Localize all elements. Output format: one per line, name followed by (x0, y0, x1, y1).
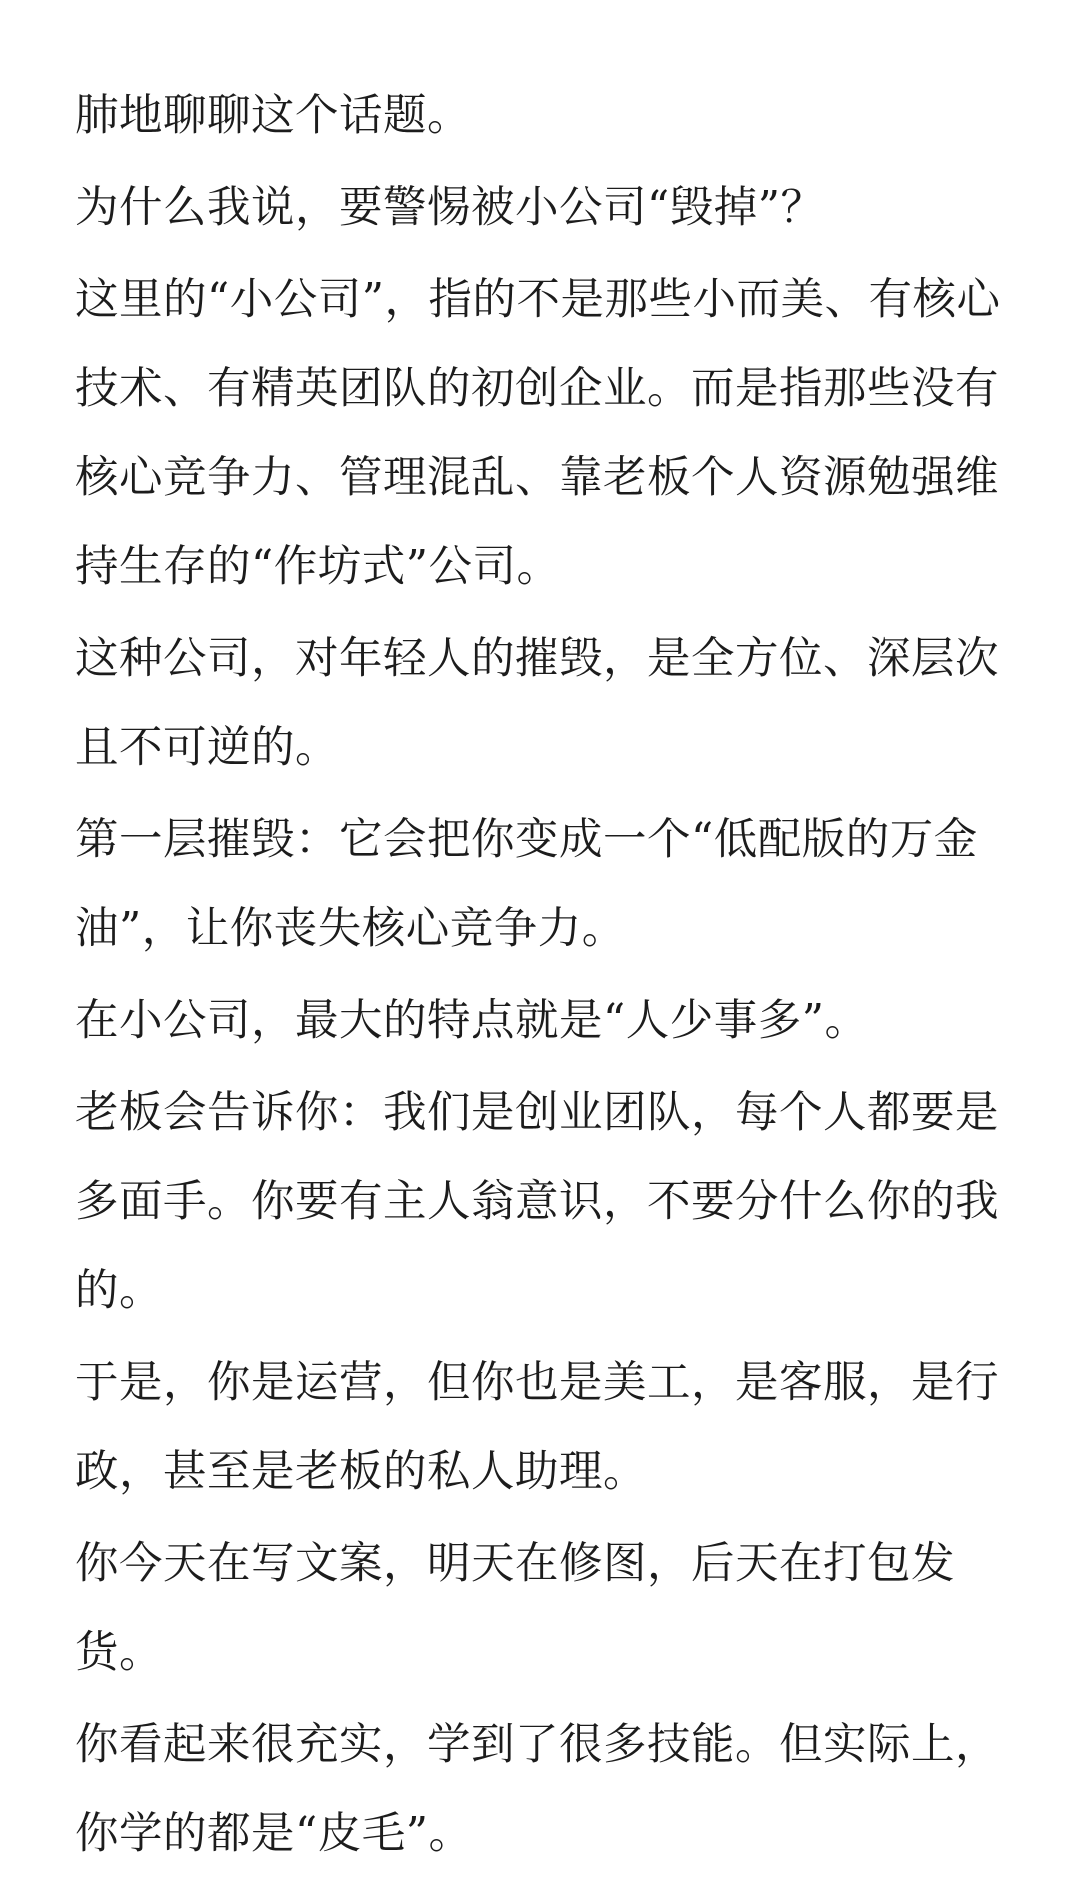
paragraph-5: 第一层摧毁：它会把你变成一个“低配版的万金油”，让你丧失核心竞争力。 (75, 815, 978, 954)
paragraph-6: 在小公司，最大的特点就是“人少事多”。 (75, 996, 869, 1046)
paragraph-3: 这里的“小公司”，指的不是那些小而美、有核心技术、有精英团队的初创企业。而是指那些没有核心竞争力、管理混乱、靠老板个人资源勉强维持生存的“作坊式”公司。 (75, 275, 1001, 592)
paragraph-7: 老板会告诉你：我们是创业团队，每个人都要是多面手。你要有主人翁意识，不要分什么你的我的。 (75, 1088, 999, 1316)
paragraph-8: 于是，你是运营，但你也是美工，是客服，是行政，甚至是老板的私人助理。 (75, 1358, 999, 1497)
paragraph-9: 你今天在写文案，明天在修图，后天在打包发货。 (75, 1539, 955, 1678)
paragraph-1: 肺地聊聊这个话题。 (75, 91, 471, 141)
paragraph-10: 你看起来很充实，学到了很多技能。但实际上，你学的都是“皮毛”。 (75, 1720, 999, 1859)
paragraph-4: 这种公司，对年轻人的摧毁，是全方位、深层次且不可逆的。 (75, 634, 999, 773)
paragraph-2: 为什么我说，要警惕被小公司“毁掉”？ (75, 183, 825, 233)
